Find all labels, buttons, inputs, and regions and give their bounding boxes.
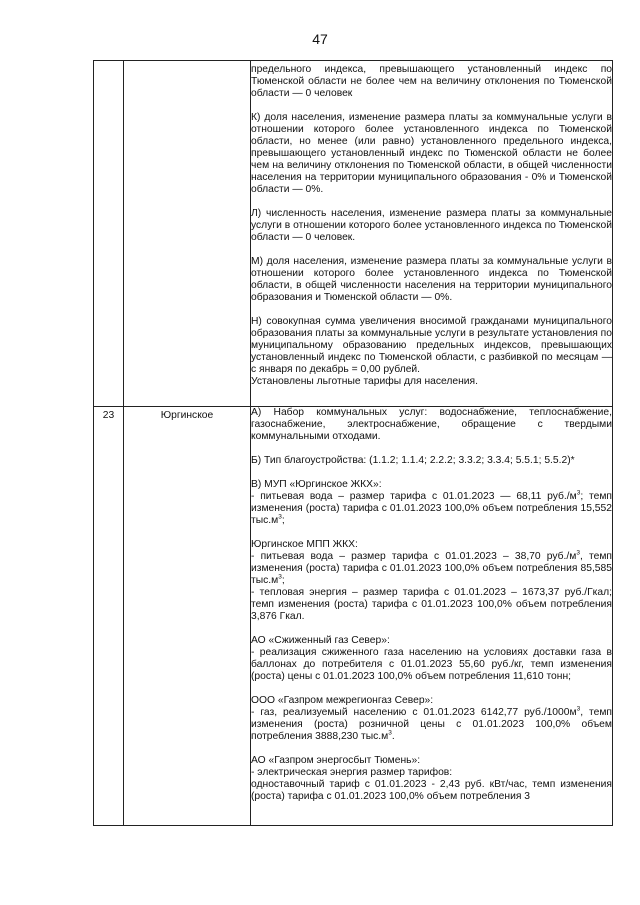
utility-services-set: А) Набор коммунальных услуг: водоснабжение, теплоснабжение, газоснабжение, электроснабжение, обращение с твердыми коммунальными отходами. [251, 407, 612, 442]
improvement-type: Б) Тип благоустройства: (1.1.2; 1.1.4; 2.2.2; 3.3.2; 3.3.4; 5.5.1; 5.5.2)* [251, 455, 575, 466]
supplier-heading: АО «Сжиженный газ Север»: [251, 635, 390, 646]
content-cell [251, 407, 613, 826]
paragraph-n: Н) совокупная сумма увеличения вносимой гражданами муниципального образования платы за коммунальные услуги в результате установления по муниципальному образованию предельных индексов, превышающих установленный индекс по Тюменской области, с разбивкой по месяцам — с января по декабрь = 0,00 рублей. [251, 316, 612, 375]
table-row [94, 407, 613, 826]
paragraph-m: М) доля населения, изменение размера платы за коммунальные услуги в отношении которого более установленного индекса по Тюменской области, в общей численности населения на территории муниципального образования и Тюменской области — 0%. [251, 256, 612, 303]
supplier-heading: ООО «Газпром межрегионгаз Север»: [251, 695, 434, 706]
paragraph-l: Л) численность населения, изменение размера платы за коммунальные услуги в отношении которого более установленного индекса по Тюменской области — 0 человек. [251, 208, 612, 243]
preferential-tariffs-note: Установлены льготные тарифы для населения. [251, 376, 478, 387]
supplier-heading: АО «Газпром энергосбыт Тюмень»: [251, 755, 421, 766]
table-row [94, 61, 613, 407]
tariff-line: одноставочный тариф с 01.01.2023 - 2,43 руб. кВт/час, темп изменения (роста) тарифа с 01.01.2023 100,0% объем потребления 3 [251, 779, 612, 802]
tariff-line: - электрическая энергия размер тарифов: [251, 767, 453, 778]
supplier-heading: Юргинское МПП ЖКХ: [251, 539, 358, 550]
tariff-line: - реализация сжиженного газа населению на условиях доставки газа в баллонах до потребителя с 01.01.2023 55,60 руб./кг, темп изменения (роста) цены с 01.01.2023 100,0% объем потребления 11,610 тонн; [251, 647, 612, 682]
content-cell [251, 61, 613, 407]
municipality-cell [124, 61, 251, 407]
tariff-line: - питьевая вода – размер тарифа с 01.01.2023 — 68,11 $руб./м^3$; темп изменения (роста) тарифа с 01.01.2023 100,0% объем потребления 15,552 $тыс.м^3$; [251, 489, 612, 526]
tariff-table [93, 60, 613, 826]
page-number: 47 [312, 31, 328, 47]
paragraph: предельного индекса, превышающего установленный индекс по Тюменской области не более чем на величину отклонения по Тюменской области — 0 человек [251, 64, 612, 99]
tariff-line: - питьевая вода – размер тарифа с 01.01.2023 – 38,70 $руб./м^3$, темп изменения (роста) тарифа с 01.01.2023 100,0% объем потребления 85,585 $тыс.м^3$; [251, 549, 612, 586]
tariff-line: - тепловая энергия – размер тарифа с 01.01.2023 – 1673,37 руб./Гкал; темп изменения (роста) тарифа с 01.01.2023 100,0% объем потребления 3,876 Гкал. [251, 587, 612, 622]
supplier-heading: В) МУП «Юргинское ЖКХ»: [251, 479, 382, 490]
paragraph-k: К) доля населения, изменение размера платы за коммунальные услуги в отношении которого более установленного индекса по Тюменской области, но менее (или равно) установленного предельного индекса, превышающего установленный индекс по Тюменской области не более чем на величину отклонения по Тюменской области, в общей численности населения на территории муниципального образования - 0% и Тюменской области — 0%. [251, 112, 612, 195]
row-number-cell [94, 61, 124, 407]
row-number-cell: 23 [94, 407, 124, 826]
municipality-cell: Юргинское [124, 407, 251, 826]
tariff-line: - газ, реализуемый населению с 01.01.2023 6142,77 $руб./1000м^3$, темп изменения (роста) розничной цены с 01.01.2023 100,0% объем потребления 3888,230 $тыс.м^3$. [251, 705, 612, 742]
